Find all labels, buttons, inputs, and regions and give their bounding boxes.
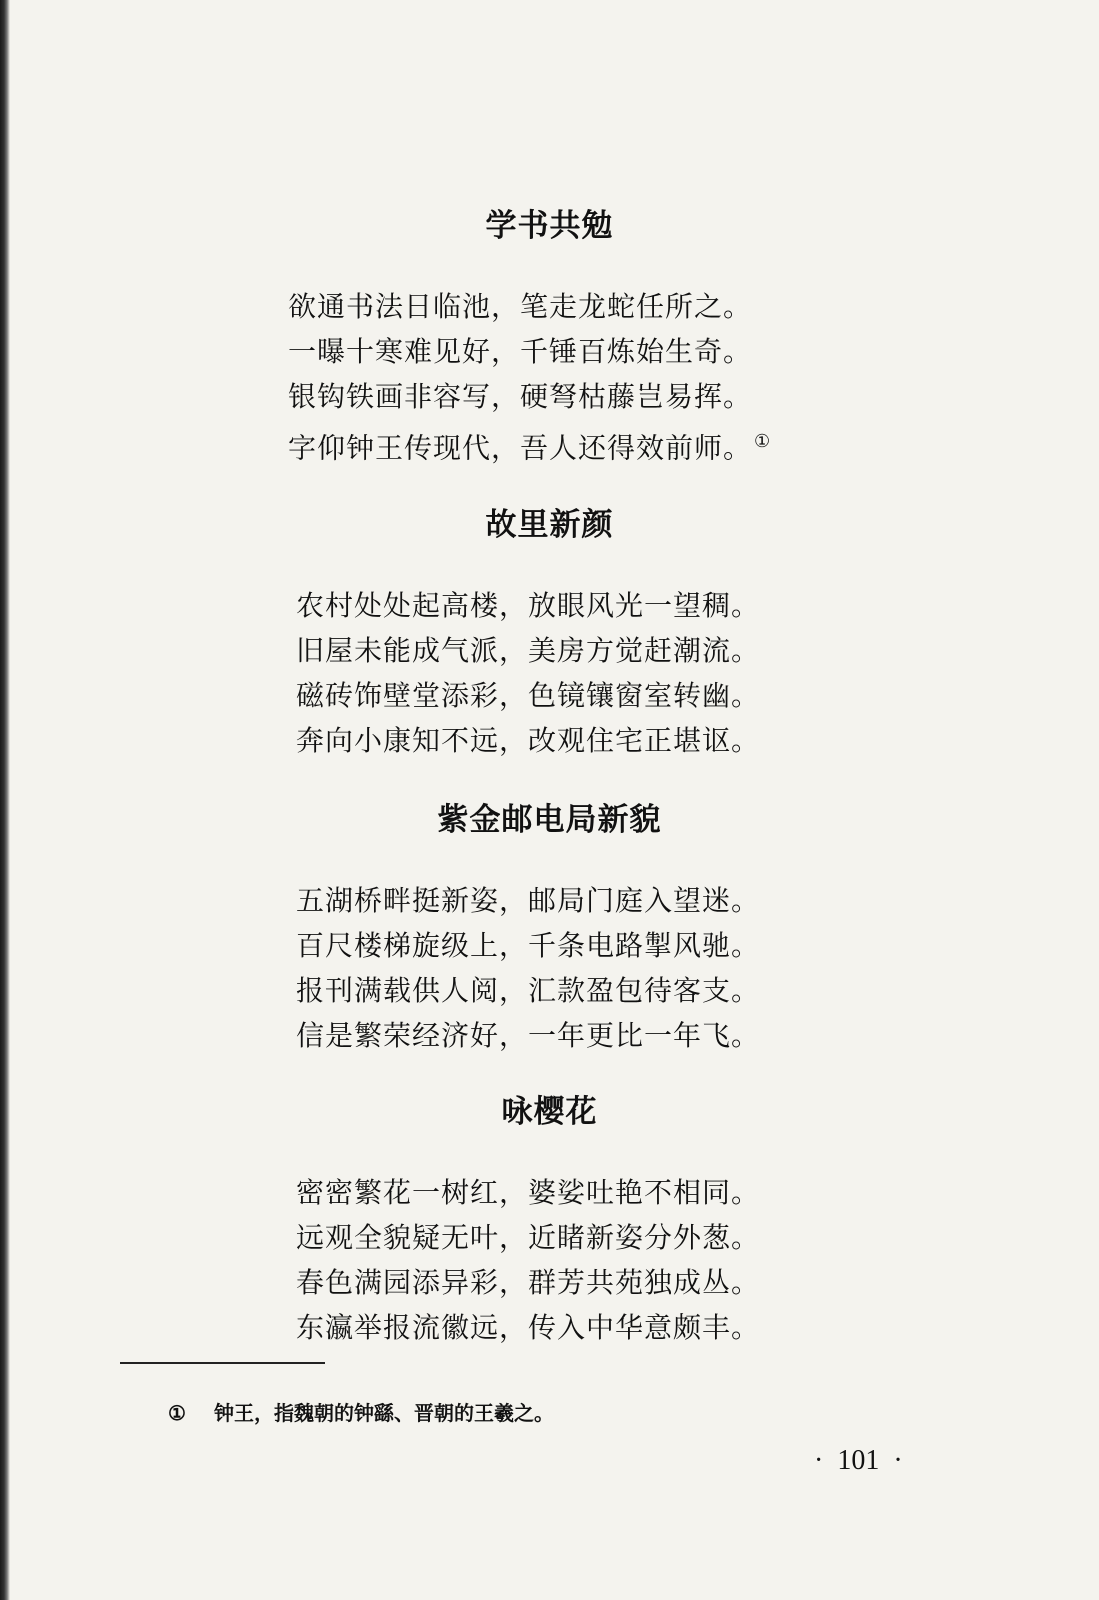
poem-yong-yinghua [0, 1092, 1099, 1350]
poem-line: 春色满园添异彩，群芳共苑独成丛。 [296, 1266, 761, 1299]
poem-line: 旧屋未能成气派，美房方觉赶潮流。 [296, 634, 761, 667]
page-number-dot-right: · [893, 1445, 903, 1476]
poem-line: 远观全貌疑无叶，近睹新姿分外葱。 [296, 1221, 761, 1254]
poem-line: 农村处处起高楼，放眼风光一望稠。 [296, 589, 761, 622]
footnote-reference: ① [754, 431, 772, 452]
poem-body [0, 583, 1099, 763]
poem-line: 欲通书法日临池，笔走龙蛇任所之。 [288, 290, 753, 323]
page-number-value: 101 [837, 1445, 880, 1476]
poem-line: 密密繁花一树红，婆娑吐艳不相同。 [296, 1176, 761, 1209]
page-number [800, 1445, 917, 1477]
poem-line-text: 字仰钟王传现代，吾人还得效前师。 [288, 431, 753, 465]
poem-body [0, 878, 1099, 1058]
poem-line: 信是繁荣经济好，一年更比一年飞。 [296, 1019, 761, 1052]
poem-title: 紫金邮电局新貌 [437, 802, 662, 838]
poem-line: 银钩铁画非容写，硬弩枯藤岂易挥。 [288, 380, 753, 413]
poem-line: 奔向小康知不远，改观住宅正堪讴。 [296, 724, 761, 757]
poem-line: 百尺楼梯旋级上，千条电路掣风驰。 [296, 929, 761, 962]
poem-title: 学书共勉 [485, 208, 614, 244]
footnote [168, 1397, 554, 1426]
poem-line-with-note [288, 419, 1099, 470]
poem-guli-xinyan [0, 505, 1099, 763]
poem-xueshu-gongmian [0, 206, 1099, 470]
poem-title: 咏樱花 [501, 1094, 598, 1130]
poem-zijin-youdianju [0, 800, 1099, 1058]
footnote-divider [120, 1362, 325, 1364]
page-number-dot-left: · [814, 1445, 824, 1476]
poem-body [0, 284, 1099, 470]
poem-line: 一曝十寒难见好，千锤百炼始生奇。 [288, 335, 753, 368]
footnote-text: 钟王，指魏朝的钟繇、晋朝的王羲之。 [214, 1401, 554, 1425]
poem-line: 东瀛举报流徽远，传入中华意颇丰。 [296, 1311, 761, 1344]
poem-line: 磁砖饰壁堂添彩，色镜镶窗室转幽。 [296, 679, 761, 712]
poem-body [0, 1170, 1099, 1350]
poem-line: 报刊满载供人阅，汇款盈包待客支。 [296, 974, 761, 1007]
poem-line: 五湖桥畔挺新姿，邮局门庭入望迷。 [296, 884, 761, 917]
poem-title: 故里新颜 [485, 507, 614, 543]
footnote-marker: ① [168, 1401, 186, 1425]
